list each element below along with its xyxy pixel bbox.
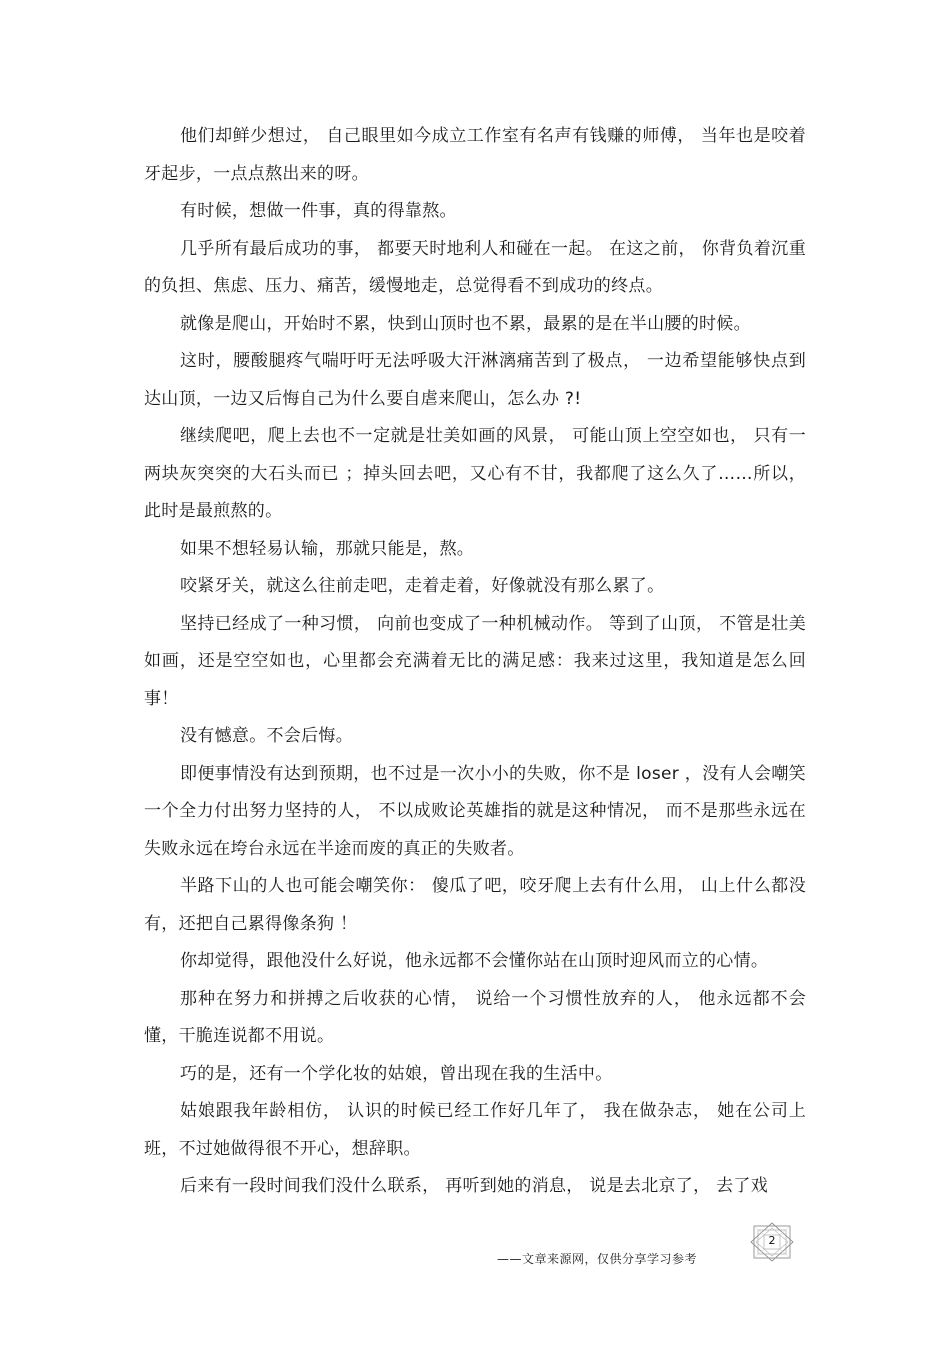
paragraph: 巧的是，还有一个学化妆的姑娘，曾出现在我的生活中。 (180, 1063, 613, 1084)
paragraph: 几乎所有最后成功的事， 都要天时地利人和碰在一起。 在这之前， 你背负着沉重的负担、焦虑、压力、痛苦，缓慢地走，总觉得看不到成功的终点。 (144, 238, 806, 296)
paragraph: 有时候，想做一件事，真的得靠熬。 (180, 201, 457, 221)
paragraph: 即便事情没有达到预期，也不过是一次小小的失败，你不是 loser ，没有人会嘲笑一个全力付出努力坚持的人， 不以成败论英雄指的就是这种情况， 而不是那些永远在失败永远在垮台永远在半途而废的真正的失败者。 (144, 763, 806, 859)
source-note: ——文章来源网，仅供分享学习参考 (497, 1252, 698, 1266)
paragraph: 这时，腰酸腿疼气喘吁吁无法呼吸大汗淋漓痛苦到了极点， 一边希望能够快点到达山顶，一边又后悔自己为什么要自虐来爬山，怎么办 ?! (144, 351, 806, 409)
page-number-badge (748, 1222, 796, 1262)
article-body (144, 118, 806, 1206)
paragraph: 如果不想轻易认输，那就只能是，熬。 (180, 538, 475, 559)
paragraph: 就像是爬山，开始时不累，快到山顶时也不累，最累的是在半山腰的时候。 (180, 313, 751, 334)
page-number: 2 (768, 1234, 776, 1247)
paragraph: 那种在努力和拼搏之后收获的心情， 说给一个习惯性放弃的人， 他永远都不会懂，干脆连说都不用说。 (144, 988, 806, 1046)
paragraph: 你却觉得，跟他没什么好说，他永远都不会懂你站在山顶时迎风而立的心情。 (180, 951, 769, 971)
paragraph: 坚持已经成了一种习惯， 向前也变成了一种机械动作。 等到了山顶， 不管是壮美如画，还是空空如也，心里都会充满着无比的满足感：我来过这里，我知道是怎么回事！ (144, 613, 806, 709)
paragraph: 他们却鲜少想过， 自己眼里如今成立工作室有名声有钱赚的师傅， 当年也是咬着牙起步，一点点熬出来的呀。 (144, 126, 806, 184)
paragraph: 没有憾意。不会后悔。 (180, 726, 353, 746)
paragraph: 咬紧牙关，就这么往前走吧，走着走着，好像就没有那么累了。 (180, 576, 665, 596)
paragraph: 后来有一段时间我们没什么联系， 再听到她的消息， 说是去北京了， 去了戏 (180, 1176, 769, 1196)
paragraph: 姑娘跟我年龄相仿， 认识的时候已经工作好几年了， 我在做杂志， 她在公司上班，不过她做得很不开心，想辞职。 (144, 1101, 806, 1159)
paragraph: 继续爬吧，爬上去也不一定就是壮美如画的风景， 可能山顶上空空如也， 只有一两块灰突突的大石头而已 ；掉头回去吧，又心有不甘，我都爬了这么久了……所以，此时是最煎熬的。 (144, 426, 806, 521)
paragraph: 半路下山的人也可能会嘲笑你： 傻瓜了吧，咬牙爬上去有什么用， 山上什么都没有，还把自己累得像条狗 ！ (144, 876, 806, 934)
